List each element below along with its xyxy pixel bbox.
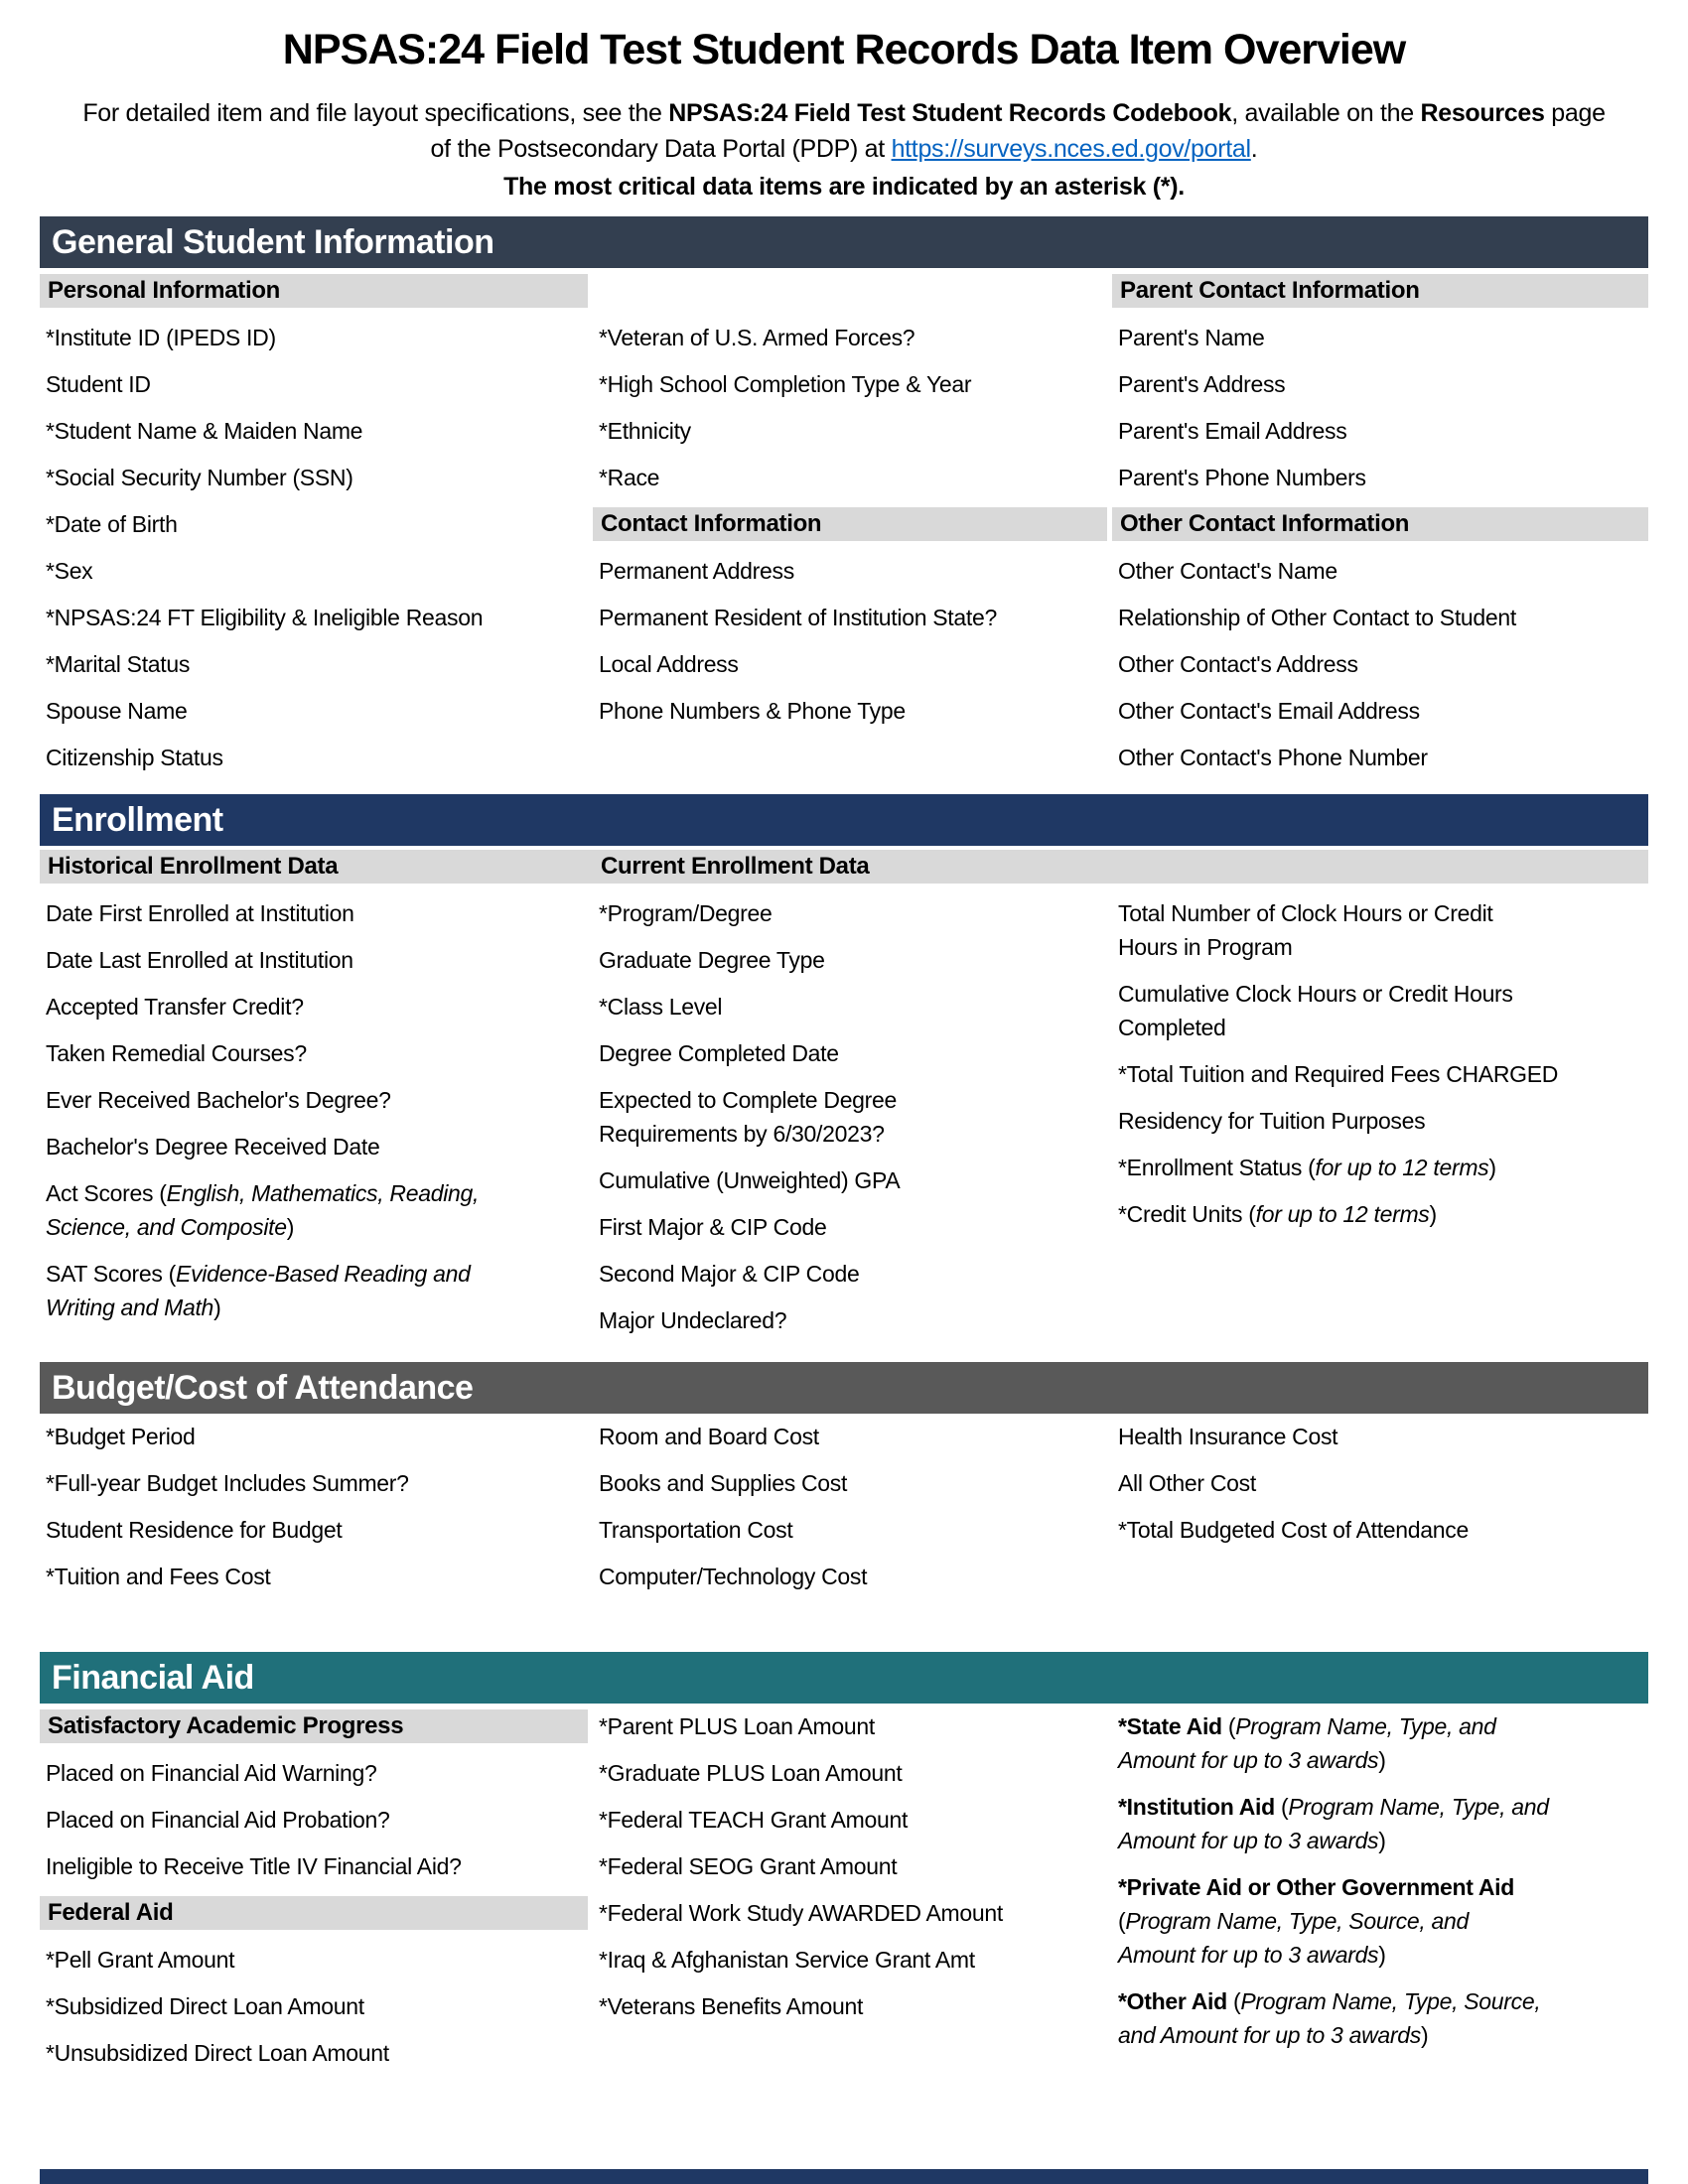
data-item: *Sex: [46, 558, 93, 584]
data-item: *Private Aid or Other Government Aid (Program Name, Type, Source, and Amount for up to 3 awards): [1118, 1874, 1515, 1968]
data-item: Ever Received Bachelor's Degree?: [46, 1087, 391, 1113]
data-item: Ineligible to Receive Title IV Financial Aid?: [46, 1853, 462, 1879]
data-item: *Student Name & Maiden Name: [46, 418, 363, 444]
data-item: Citizenship Status: [46, 745, 223, 770]
data-item: *Program/Degree: [599, 900, 773, 926]
data-item: *Graduate PLUS Loan Amount: [599, 1760, 903, 1786]
data-item: Major Undeclared?: [599, 1307, 787, 1333]
column-subheader: Contact Information: [593, 507, 1107, 541]
data-item: *Pell Grant Amount: [46, 1947, 235, 1973]
data-item: Spouse Name: [46, 698, 188, 724]
data-item: First Major & CIP Code: [599, 1214, 827, 1240]
data-item: *Iraq & Afghanistan Service Grant Amt: [599, 1947, 975, 1973]
portal-link[interactable]: https://surveys.nces.ed.gov/portal: [891, 135, 1251, 163]
column-right: [1112, 1709, 1648, 2065]
data-item: Degree Completed Date: [599, 1040, 839, 1066]
data-item: Permanent Address: [599, 558, 794, 584]
row-spacer: [593, 274, 1107, 308]
data-item: *Federal SEOG Grant Amount: [599, 1853, 898, 1879]
column-left: [40, 1420, 588, 1606]
data-item: *High School Completion Type & Year: [599, 371, 972, 397]
column-middle: [593, 1420, 1107, 1606]
critical-items-note: The most critical data items are indicated by an asterisk (*).: [503, 173, 1185, 201]
page-subtitle: [70, 95, 1618, 167]
section-enrollment: [40, 794, 1648, 1333]
column-middle: [593, 1709, 1107, 2036]
data-item: Other Contact's Name: [1118, 558, 1337, 584]
column-subheader: Federal Aid: [40, 1896, 588, 1930]
data-item: Student Residence for Budget: [46, 1517, 343, 1543]
data-item: Placed on Financial Aid Warning?: [46, 1760, 377, 1786]
column-left: [40, 896, 588, 1337]
data-item: Transportation Cost: [599, 1517, 793, 1543]
data-item: Other Contact's Address: [1118, 651, 1358, 677]
column-subheader: Personal Information: [40, 274, 588, 308]
data-item: *Race: [599, 465, 660, 490]
data-item: Bachelor's Degree Received Date: [46, 1134, 380, 1160]
data-item: *State Aid (Program Name, Type, and Amount for up to 3 awards): [1118, 1713, 1496, 1773]
data-item: *NPSAS:24 FT Eligibility & Ineligible Reason: [46, 605, 484, 630]
data-item: Accepted Transfer Credit?: [46, 994, 304, 1020]
data-item: *Other Aid (Program Name, Type, Source, and Amount for up to 3 awards): [1118, 1988, 1541, 2048]
data-item: Permanent Resident of Institution State?: [599, 605, 997, 630]
data-item: *Institute ID (IPEDS ID): [46, 325, 276, 350]
column-subheader: Current Enrollment Data: [601, 853, 870, 880]
data-item: Cumulative Clock Hours or Credit Hours Completed: [1118, 981, 1513, 1040]
data-item: Other Contact's Email Address: [1118, 698, 1420, 724]
data-item: Phone Numbers & Phone Type: [599, 698, 906, 724]
column-right: [1112, 274, 1648, 787]
data-item: Parent's Name: [1118, 325, 1265, 350]
data-item: *Date of Birth: [46, 511, 178, 537]
column-subheader: Parent Contact Information: [1112, 274, 1648, 308]
subtitle-text: page of the Postsecondary Data Portal (PDP) at: [430, 99, 1606, 163]
subtitle-text: For detailed item and file layout specifications, see the: [82, 99, 669, 127]
data-item: Taken Remedial Courses?: [46, 1040, 307, 1066]
column-middle: [593, 896, 1107, 1350]
section-header: Enrollment: [40, 794, 1648, 846]
data-item: *Total Budgeted Cost of Attendance: [1118, 1517, 1469, 1543]
data-item: Act Scores (English, Mathematics, Reading, Science, and Composite): [46, 1180, 480, 1240]
data-item: *Enrollment Status (for up to 12 terms): [1118, 1155, 1496, 1180]
column-subheader: Historical Enrollment Data: [48, 853, 339, 880]
data-item: *Class Level: [599, 994, 723, 1020]
column-subheader: Satisfactory Academic Progress: [40, 1709, 588, 1743]
data-item: *Budget Period: [46, 1424, 196, 1449]
section-financial-aid: [40, 1652, 1648, 2066]
column-middle: [593, 274, 1107, 741]
data-item: *Ethnicity: [599, 418, 691, 444]
data-item: Parent's Email Address: [1118, 418, 1347, 444]
data-item: Parent's Phone Numbers: [1118, 465, 1366, 490]
data-item: Date Last Enrolled at Institution: [46, 947, 353, 973]
data-item: Health Insurance Cost: [1118, 1424, 1338, 1449]
data-item: SAT Scores (Evidence-Based Reading and Writing and Math): [46, 1261, 471, 1320]
section-general-student-information: [40, 216, 1648, 770]
data-item: *Federal TEACH Grant Amount: [599, 1807, 909, 1833]
data-item: *Subsidized Direct Loan Amount: [46, 1993, 364, 2019]
data-item: Graduate Degree Type: [599, 947, 825, 973]
data-item: *Full-year Budget Includes Summer?: [46, 1470, 409, 1496]
data-item: Student ID: [46, 371, 151, 397]
column-right: [1112, 1420, 1648, 1560]
data-item: *Veterans Benefits Amount: [599, 1993, 864, 2019]
data-item: *Federal Work Study AWARDED Amount: [599, 1900, 1003, 1926]
column-subheader-row: [40, 850, 1648, 884]
data-item: Cumulative (Unweighted) GPA: [599, 1167, 901, 1193]
section-budget-cost-of-attendance: [40, 1362, 1648, 1589]
column-left: [40, 274, 588, 787]
data-item: Placed on Financial Aid Probation?: [46, 1807, 390, 1833]
data-item: Relationship of Other Contact to Student: [1118, 605, 1516, 630]
next-section-header-sliver: [40, 2169, 1648, 2184]
resources-page-name: Resources: [1420, 99, 1545, 127]
column-right: [1112, 896, 1648, 1244]
data-item: *Veteran of U.S. Armed Forces?: [599, 325, 915, 350]
column-subheader: Other Contact Information: [1112, 507, 1648, 541]
data-item: Parent's Address: [1118, 371, 1286, 397]
data-item: Expected to Complete Degree Requirements by 6/30/2023?: [599, 1087, 898, 1147]
data-item: *Tuition and Fees Cost: [46, 1564, 271, 1589]
data-item: *Marital Status: [46, 651, 191, 677]
data-item: Residency for Tuition Purposes: [1118, 1108, 1426, 1134]
section-header: Financial Aid: [40, 1652, 1648, 1704]
section-header: General Student Information: [40, 216, 1648, 268]
data-item: Total Number of Clock Hours or Credit Hours in Program: [1118, 900, 1493, 960]
data-item: Books and Supplies Cost: [599, 1470, 848, 1496]
data-item: *Institution Aid (Program Name, Type, and Amount for up to 3 awards): [1118, 1794, 1549, 1853]
subtitle-text: , available on the: [1231, 99, 1421, 127]
data-item: Computer/Technology Cost: [599, 1564, 868, 1589]
section-header: Budget/Cost of Attendance: [40, 1362, 1648, 1414]
column-left: [40, 1709, 588, 2083]
codebook-name: NPSAS:24 Field Test Student Records Codebook: [668, 99, 1232, 127]
data-item: *Credit Units (for up to 12 terms): [1118, 1201, 1437, 1227]
data-item: *Unsubsidized Direct Loan Amount: [46, 2040, 389, 2066]
data-item: Room and Board Cost: [599, 1424, 819, 1449]
subtitle-text: .: [1250, 135, 1258, 163]
data-item: All Other Cost: [1118, 1470, 1256, 1496]
data-item: *Total Tuition and Required Fees CHARGED: [1118, 1061, 1559, 1087]
data-item: Other Contact's Phone Number: [1118, 745, 1428, 770]
data-item: Date First Enrolled at Institution: [46, 900, 354, 926]
data-item: *Parent PLUS Loan Amount: [599, 1713, 875, 1739]
page-title: NPSAS:24 Field Test Student Records Data Item Overview: [282, 26, 1406, 73]
data-item: *Social Security Number (SSN): [46, 465, 353, 490]
data-item: Second Major & CIP Code: [599, 1261, 860, 1287]
data-item: Local Address: [599, 651, 739, 677]
